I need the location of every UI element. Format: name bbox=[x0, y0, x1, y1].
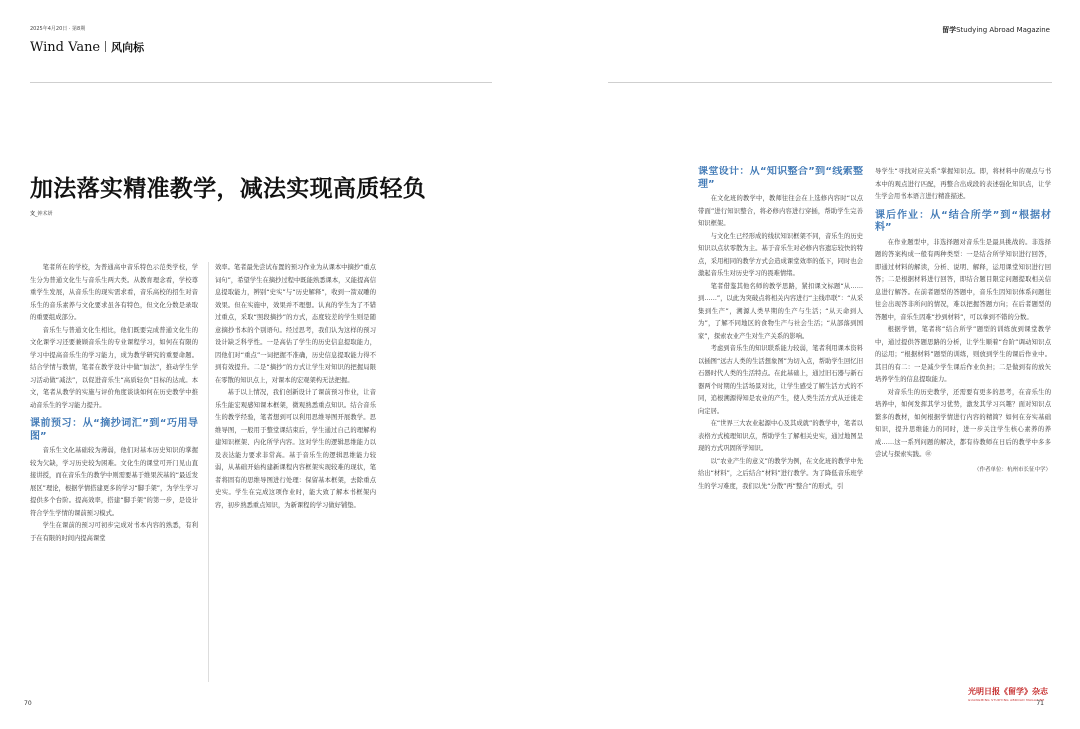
paragraph-text: 对音乐生的历史教学，还需要有更多的思考，在音乐生的培养中，如何发挥其学习优势，激发其学习兴趣？面对知识点繁多的教材，如何根据学情进行内容的精简？如何在夯实基础知识，提升思维能力的同时，进一步关注学生核心素养的养成……这一系列问题的解决，都有待教师在日后的教学中多多尝试与探索实践。 bbox=[875, 388, 1051, 458]
paragraph: 音乐生文化基础较为薄弱，他们对基本历史知识的掌握较为欠缺，学习历史较为困难。文化生的课堂可开门见山直接讲授，而在音乐生的教学中则需要基于维果茨基的“最近发展区”理论，根据学情搭建更多的学习“脚手架”，为学生学习提供多个台阶。提高效率，搭建“脚手架”的第一步，是设计符合学生学情的课前预习模式。 bbox=[30, 447, 198, 517]
paragraph: 在作业题型中，非选择题对音乐生是最具挑战的。非选择题的答案构成一般有两种类型：一是结合所学知识进行回答，即通过材料的解读，分析、说明、解释，运用课堂知识进行回答；二是根据材料进行回答，即结合题目限定问题提取相关信息进行解答。在前者题型的答题中，音乐生因知识体系问题往往会出现答非所问的情况，难以把握答题方向；在后者题型的答题中，音乐生因难“抄到材料”，可以拿到不错的分数。 bbox=[875, 238, 1051, 321]
section-title-en: Wind Vane bbox=[30, 40, 101, 55]
paragraph: 以“农业产生的意义”的教学为例，在文化班的教学中先给出“材料”，之后结合“材料”进行教学。为了降低音乐班学生的学习难度，我们以先“分散”再“整合”的形式，引 bbox=[698, 457, 863, 490]
magazine-logo-text: 光明日报《留学》杂志 bbox=[968, 687, 1048, 696]
left-column-1 bbox=[30, 262, 198, 682]
author-line: 文_钟术妍 bbox=[30, 211, 53, 217]
paragraph: 音乐生与普通文化生相比，他们既要完成普通文化生的文化课学习还要兼顾音乐生的专业课程学习，如何在有限的学习中提高音乐生的学习能力，成为教学研究的重要命题。结合学情与教情，笔者在教学设计中做“加法”，推动学生学习活动做“减法”，以促进音乐生“高质轻负”目标的达成。本文，笔者从教学的实施与评价角度谈谈如何在历史教学中推动音乐生的学习能力提升。 bbox=[30, 326, 198, 409]
paragraph: 导学生“寻找对应关系”掌握知识点。即，将材料中的观点与书本中的观点进行匹配，再整合出成段的表述强化知识点，让学生学会用书本语言进行精准描述。 bbox=[875, 168, 1051, 200]
section-divider bbox=[105, 41, 106, 52]
subheading-preview: 课前预习：从“摘抄词汇”到“巧用导图” bbox=[30, 418, 198, 442]
subheading-class-design: 课堂设计：从“知识整合”到“线索整理” bbox=[698, 166, 863, 190]
header-rule bbox=[30, 82, 492, 83]
paragraph: 考虑到音乐生的知识联系能力较弱，笔者利用课本资料以插图“远古人类的生活想象图”为切入点，帮助学生回忆旧石器时代人类的生活特点。在此基础上，通过旧石器与新石器两个时期的生活场景对比，让学生感受了解生活方式的不同，追根溯源得知是农业的产生，使人类生活方式从迁徙走向定居。 bbox=[698, 345, 863, 415]
paragraph: 在“世界三大农业起源中心及其成就”的教学中，笔者以表格方式梳理知识点，帮助学生了解相关史实，通过地图呈现的方式巩固所学知识。 bbox=[698, 420, 863, 452]
section-title-cn: 风向标 bbox=[111, 41, 145, 54]
magazine-logo-subtitle: GUANGMING STUDYING ABROAD MAGAZINE bbox=[968, 698, 1045, 702]
section-title bbox=[30, 39, 144, 55]
author-name: 钟术妍 bbox=[37, 211, 53, 217]
right-page bbox=[540, 0, 1080, 729]
right-column-2 bbox=[875, 166, 1051, 686]
author-prefix: 文 bbox=[30, 211, 36, 217]
page-number-right: 71 bbox=[1036, 700, 1044, 707]
paragraph: 在文化班的教学中，教师往往会在上选修内容时“以点带面”进行知识整合，将必修内容进行穿插，帮助学生完善知识框架。 bbox=[698, 195, 863, 227]
right-column-1 bbox=[698, 166, 863, 686]
paragraph: 基于以上情况，我们创新设计了课前预习作业，让音乐生能宏观感知课本框架，微观熟悉重点知识。结合音乐生的教学经验，笔者想到可以利用思维导图开展教学。思维导图，一般用于整堂课结束后，学生通过自己的理解构建知识框架、内化所学内容。这对学生的逻辑思维能力以及表达能力要求非常高。基于音乐生的逻辑思维能力较弱，从基础开始构建新课程内容框架实现较难的现状，笔者将固有的思维导图进行处理：保留基本框架，去除重点史实。学生在完成这项作业时，能大致了解本书框架内容，初步熟悉重点知识，为新课程的学习做好铺垫。 bbox=[215, 389, 376, 509]
header-rule bbox=[608, 82, 1052, 83]
subheading-homework: 课后作业：从“结合所学”到“根据材料” bbox=[875, 209, 1051, 233]
paragraph: 笔者借鉴其他名师的教学思路，紧扣课文标题“从……到……”，以此为突破点将相关内容进行“主线串联”：“从采集到生产”，溯源人类早期的生产与生活；“从天命到人为”，了解不同地区的食物生产与社会生活；“从部落到国家”，探索农业产生对生产关系的影响。 bbox=[698, 282, 863, 340]
magazine-badge: 留学 bbox=[942, 26, 957, 34]
paragraph: 笔者所在的学校，为普通高中音乐特色示范类学校，学生分为普通文化生与音乐生两大类。从教育理念看，学校尊重学生发展，从音乐生的现实需求看，音乐高校的招生对音乐生的音乐素养与文化要求虽各有特色，但文化分数是录取的重要组成部分。 bbox=[30, 264, 198, 321]
end-mark: ㊞ bbox=[925, 451, 932, 458]
paragraph bbox=[875, 387, 1051, 462]
page-number-left: 70 bbox=[24, 700, 32, 707]
paragraph: 根据学情，笔者将“结合所学”题型的训练放到课堂教学中，通过提供答题思路的分析，让学生顺着“台阶”调动知识点的运用；“根据材料”题型的训练，则放到学生的课后作业中。其目的有二：一是减少学生课后作业负担；二是做到有的放矢培养学生的信息提取能力。 bbox=[875, 326, 1051, 383]
article-headline: 加法落实精准教学，减法实现高质轻负 bbox=[30, 176, 427, 202]
paragraph: 与文化生已经形成的线状知识框架不同，音乐生的历史知识以点状零散为主。基于音乐生对必修内容遗忘较快的特点，采用相同的教学方式会造成课堂效率的低下，同时也会激起音乐生对历史学习的畏难情绪。 bbox=[698, 232, 863, 277]
issue-line: 2025年4月20日 · 第8期 bbox=[30, 26, 86, 32]
paragraph: 学生在课前的预习可初步完成对书本内容的熟悉，有利于在有限的时间内提高课堂 bbox=[30, 522, 198, 542]
author-affiliation: （作者单位：杭州市长征中学） bbox=[973, 466, 1051, 473]
left-column-2 bbox=[208, 262, 376, 682]
magazine-name bbox=[942, 25, 1050, 35]
magazine-title: Studying Abroad Magazine bbox=[956, 26, 1050, 34]
paragraph: 效率。笔者最先尝试布置的预习作业为从课本中摘抄“重点词句”，希望学生在摘抄过程中既能熟悉课本，又能提高信息提取能力，辨别“史实”与“历史解释”，收到一箭双雕的效果。但在实施中，效果并不理想。认真的学生为了不错过重点，采取“照段摘抄”的方式，态度较差的学生则是随意摘抄书本的个别语句。经过思考，我们认为这样的预习设计缺乏科学性。一是高估了学生的历史信息提取能力，因他们对“重点”一词把握不准确，历史信息提取能力得不到有效提升。二是“摘抄”的方式让学生对知识的把握局限在零散的知识点上，对课本的宏观架构无法把握。 bbox=[215, 264, 376, 384]
